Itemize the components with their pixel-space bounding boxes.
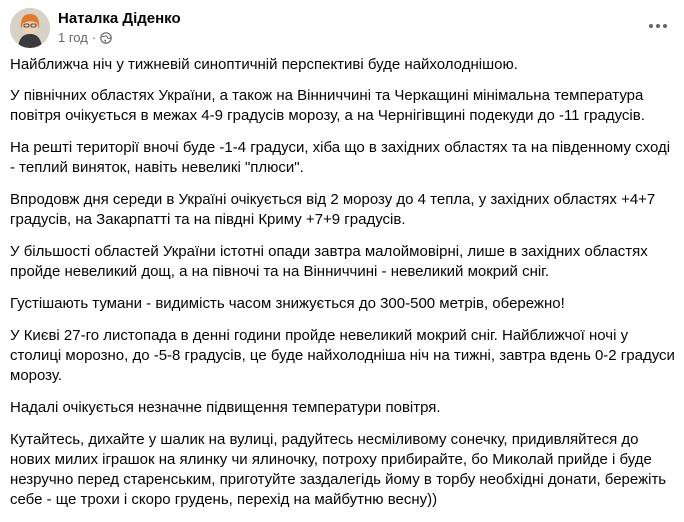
post-meta [58,30,112,45]
post-header [10,8,684,48]
meta-separator: · [91,30,97,45]
post-text [10,55,678,522]
paragraph: У північних областях України, а також на Вінниччині та Черкащині мінімальна температура повітря очікується в межах 4-9 градусів морозу, а на Чернігівщині подекуди до -11 градусів. [10,87,645,124]
paragraph: У більшості областей України істотні опади завтра малоймовірні, лише в західних областях пройде невеликий дощ, а на півночі та на Вінниччині - невеликий мокрий сніг. [10,243,648,280]
paragraph: Надалі очікується незначне підвищення температури повітря. [10,399,441,416]
avatar[interactable] [10,8,50,48]
paragraph: Впродовж дня середи в Україні очікується від 2 морозу до 4 тепла, у західних областях +4+7 градусів, на Закарпатті та на півдні Криму +7+9 градусів. [10,191,656,228]
globe-icon[interactable] [100,32,112,44]
paragraph: Густішають тумани - видимість часом знижується до 300-500 метрів, обережно! [10,295,565,312]
more-options-icon[interactable] [646,14,670,38]
paragraph: Найближча ніч у тижневій синоптичній перспективі буде найхолоднішою. [10,56,518,73]
paragraph: Кутайтесь, дихайте у шалик на вулиці, радуйтесь несміливому сонечку, придивляйтеся до нових милих іграшок на ялинку чи ялиночку, потроху прибирайте, бо Миколай прийде і буде незручно перед старенським, приготуйте заздалегідь йому в торбу необхідні донати, бережіть себе - ще трохи і скоро грудень, перехід на майбутню весну)) [10,431,667,508]
author-name[interactable]: Наталка Діденко [58,10,181,27]
post-time[interactable]: 1 год [58,30,88,45]
paragraph: У Києві 27-го листопада в денні години пройде невеликий мокрий сніг. Найближчої ночі у столиці морозно, до -5-8 градусів, це буде найхолодніша ніч на тижні, завтра вдень 0-2 градуси морозу. [10,327,675,384]
paragraph: На решті території вночі буде -1-4 градуси, хіба що в західних областях та на південному сході - теплий виняток, навіть невеликі "плюси". [10,139,671,176]
